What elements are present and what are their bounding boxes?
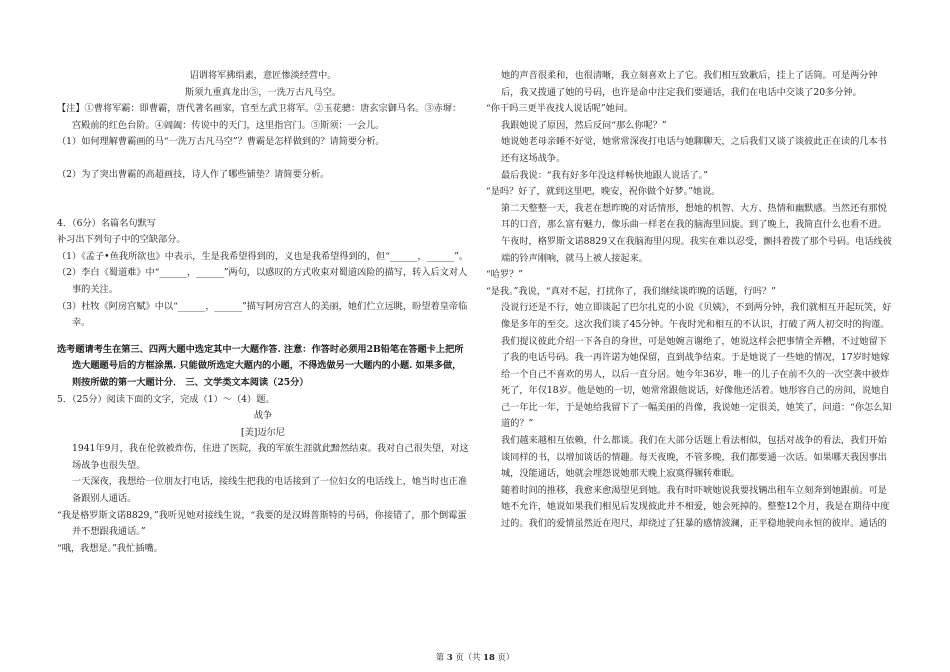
story-paragraph: 1941年9月，我在伦敦被炸伤，住进了医院，我的军旅生涯就此黯然结束。我对自己很失望，对这场战争也很失望。 <box>72 443 469 471</box>
story-paragraph: 她说她老母亲睡不好觉，她常常深夜打电话与她聊聊天，之后我们又谈了谈彼此正在读的几本书还有这场战争。 <box>501 136 887 164</box>
story-paragraph: “我是格罗斯文诺8829，”我听见她对接线生说，“我要的是汉姆普斯特的号码，你接错了，那个倒霉蛋并不想跟我通话。” <box>57 509 467 538</box>
poem-annotation: 【注】①曹将军霸：即曹霸，唐代著名画家，官至左武卫将军。②玉花骢：唐玄宗御马名。③赤墀：宫殿前的红色台阶。④阊阖：传说中的天门，这里指宫门。⑤斯须：一会儿。 <box>57 103 462 131</box>
story-paragraph: “哈罗？” <box>486 269 523 281</box>
story-paragraph: 最后我说：“我有好多年没这样畅快地跟人说话了。” <box>501 169 708 181</box>
question-3-2: （2）为了突出曹霸的高超画技，诗人作了哪些铺垫？请简要分析。 <box>57 168 330 180</box>
story-paragraph: “哦，我想是。”我忙插嘴。 <box>57 542 163 554</box>
story-paragraph: “你干吗三更半夜找人说话呢”她问。 <box>486 103 634 115</box>
story-paragraph: 我跟她说了原因，然后反问“那么你呢？” <box>501 119 667 131</box>
poem-line: 斯须九重真龙出⑤，一洗万古凡马空。 <box>184 86 342 98</box>
story-paragraph: 没说行还是不行，她立即谈起了巴尔扎克的小说《贝姨》，不到两分钟，我们就相互开起玩笑，好像是多年的至交。这次我们谈了45分钟。午夜时光和相互的不认识，打破了两人初交时的拘谨。我们提议彼此介绍一下各自的身世，可是她婉言谢绝了，她说这样会把事情全弄糟，不过她留下了我的电话号码。我一再许诺为她保留，直到战争结束。于是她说了一些她的情况，17岁时她嫁给一个自己不喜欢的男人，以后一直分居。她今年36岁，唯一的儿子在前不久的一次空袭中被炸死了，年仅18岁。他是她的一切，她常常跟他说话，好像他还活着。她形容自己的房间，说她自己一年比一年，于是她给我留下了一幅美丽的肖像，我说她一定很美，她笑了，问道：“你怎么知道的？” <box>501 302 892 430</box>
story-paragraph: 我们越来越相互依赖，什么都谈。我们在大部分话题上看法相似，包括对战争的看法，我们开始谈同样的书，以增加谈话的情趣。每天夜晚，不管多晚，我们都要通一次话。如果哪天我因事出城，没能通话，她就会埋怨说她那天晚上寂寞得辗转难眠。 <box>501 435 887 480</box>
left-column <box>57 68 469 557</box>
question-5-heading: 5．（25分）阅读下面的文字，完成（1）～（4）题。 <box>57 393 275 405</box>
story-title: 战争 <box>253 410 273 422</box>
story-paragraph: “是我。”我说，“真对不起，打扰你了，我们继续谈昨晚的话题，行吗？” <box>486 285 776 297</box>
question-4-1: （1）《孟子•鱼我所欲也》中表示，生是我希望得到的，义也是我希望得到的，但“______，______”。 <box>57 250 469 262</box>
question-4-2: （2）李白《蜀道难》中“______，______”两句，以感叹的方式收束对蜀道凶险的描写，转入后文对人事的关注。 <box>57 267 468 295</box>
elective-instructions: 选考题请考生在第三、四两大题中选定其中一大题作答. 注意：作答时必须用2B铅笔在答题卡上把所选大题题号后的方框涂黑. 只能做所选定大题内的小题，不得选做另一大题内的小题. 如果多做，则按所做的第一大题计分． 三、文学类文本阅读（25分） <box>57 343 464 388</box>
story-author: [美]迈尔尼 <box>241 426 285 438</box>
footer-prefix: 第 <box>435 652 445 662</box>
total-pages: 18 <box>483 652 495 662</box>
story-paragraph: “是吗？好了，就到这里吧，晚安，祝你做个好梦。”她说。 <box>486 186 721 198</box>
question-4-heading: 4．（6分）名篇名句默写 <box>57 217 156 229</box>
footer-suffix: 页） <box>497 652 515 662</box>
story-paragraph: 一天深夜，我想给一位朋友打电话，接线生把我的电话接到了一位妇女的电话线上，她当时也正准备跟别人通话。 <box>72 476 468 505</box>
question-4-intro: 补习出下列句子中的空缺部分。 <box>57 234 186 246</box>
page-number: 3 <box>446 652 453 662</box>
footer-mid: 页（共 <box>455 652 481 662</box>
question-4-3: （3）杜牧《阿房宫赋》中以“______，______”描写阿房宫宫人的美丽，她们伫立远眺，盼望着皇帝临幸。 <box>57 300 468 329</box>
right-column <box>486 68 896 533</box>
page-footer <box>0 651 950 663</box>
question-3-1: （1）如何理解曹霸画的马“一洗万古凡马空”？曹霸是怎样做到的？请简要分析。 <box>57 136 385 148</box>
story-paragraph: 第二天整整一天，我老在想昨晚的对话情形，想她的机智、大方、热情和幽默感。当然还有那悦耳的口音，那么富有魅力，像乐曲一样老在我的脑海里回旋。到了晚上，我简直什么也看不进。午夜时，格罗斯文诺8829又在我脑海里闪现。我实在难以忍受，颤抖着拨了那个号码。电话线彼端的铃声刚响，就马上被人接起来。 <box>501 202 892 264</box>
story-paragraph: 她的声音很柔和，也很清晰，我立刻喜欢上了它。我们相互致歉后，挂上了话筒。可是两分钟后，我又拨通了她的号码，也许是命中注定我们要通话，我们在电话中交谈了20多分钟。 <box>501 70 878 98</box>
poem-line: 诏谓将军拂绢素，意匠惨淡经营中。 <box>189 70 337 81</box>
story-paragraph: 随着时间的推移，我愈来愈渴望见到她。我有时吓唬她说我要找辆出租车立刻奔到她跟前。可是她不允许，她说如果我们相见后发现彼此并不相爱，她会死掉的。整整12个月，我是在期待中度过的。我们的爱情虽然近在咫尺，却绕过了狂暴的感情波澜，正平稳地驶向永恒的彼岸。通话的 <box>501 484 890 530</box>
